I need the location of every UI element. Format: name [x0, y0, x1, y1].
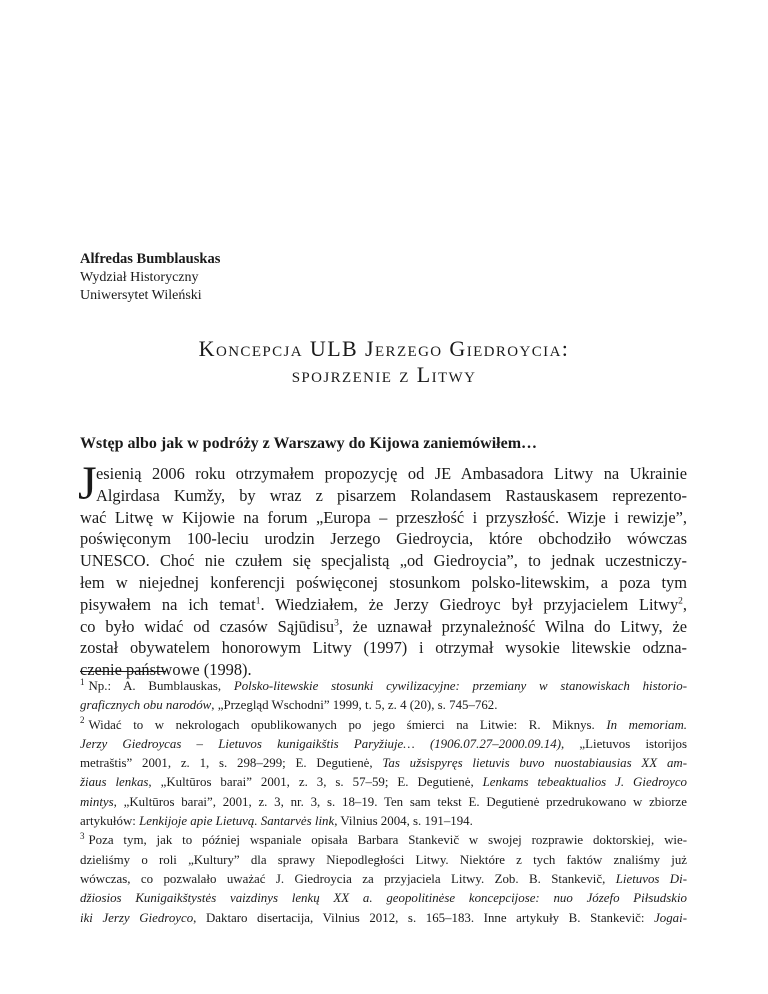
body-line: Algirdasa Kumžy, by wraz z pisarzem Rolandasem Rastauskasem reprezento- [96, 485, 687, 505]
body-text: , [682, 594, 687, 614]
footnote-3-cont [80, 870, 687, 889]
footnote-text: Np.: A. Bumblauskas, [88, 679, 234, 693]
drop-cap: J [78, 457, 97, 510]
footnote-number: 2 [80, 715, 85, 726]
footnote-title: džiosios Kunigaikštystės vaizdinys lenkų XX a. geopolitinėse koncepcijose: nuo Józefo Piłsudskio [80, 891, 687, 906]
body-text: co było widać od czasów Sąjūdisu [80, 616, 335, 636]
author-name: Alfredas Bumblauskas [80, 251, 221, 267]
body-line: łem w niejednej konferencji poświęconej stosunkom polsko-litewskim, a poza tym [80, 572, 687, 592]
footnote-3 [80, 831, 687, 850]
footnote-title: Jerzy Giedroycas – Lietuvos kunigaikštis Paryžiuje… (1906.07.27–2000.09.14) [80, 736, 561, 751]
section-heading: Wstęp albo jak w podróży z Warszawy do Kijowa zaniemówiłem… [80, 435, 538, 452]
author-department: Wydział Historyczny [80, 270, 199, 285]
footnote-separator [80, 671, 166, 672]
footnote-title: žiaus lenkas [80, 775, 149, 790]
footnote-title: Polsko-litewskie stosunki cywilizacyjne: przemiany w stanowiskach historio- [233, 679, 687, 693]
footnote-title: iki Jerzy Giedroyco [80, 910, 194, 925]
body-line [80, 594, 687, 616]
body-line [80, 616, 687, 638]
footnote-2 [80, 716, 687, 735]
footnote-title: Jogai- [654, 910, 687, 925]
body-text: , że uznawał przynależność Wilna do Litwy, że [338, 616, 688, 636]
body-line: wać Litwę w Kijowie na forum „Europa – przeszłość i przyszłość. Wizje i rewizje”, [80, 507, 687, 527]
footnote-text: metraštis” 2001, z. 1, s. 298–299; E. Degutienė, [80, 756, 383, 771]
footnote-text: Widać to w nekrologach opublikowanych po jego śmierci na Litwie: R. Miknys. [88, 717, 607, 732]
footnote-text: , Daktaro disertacija, Vilnius 2012, s. 165–183. Inne artykuły B. Stankevič: [193, 910, 655, 925]
footnote-ref-2[interactable]: 2 [678, 596, 683, 607]
footnote-title: Lietuvos Di- [615, 871, 687, 886]
footnote-2-cont [80, 773, 687, 792]
footnote-1-cont [80, 696, 687, 715]
body-line: został obywatelem honorowym Litwy (1997) i otrzymał wysokie litewskie odzna- [80, 638, 687, 658]
body-line: UNESCO. Choć nie czułem się specjalistą „od Giedroycia”, to jednak uczestniczy- [80, 551, 687, 571]
footnote-title: Lenkijoje apie Lietuvą. Santarvės link [139, 814, 335, 829]
footnote-1 [80, 677, 687, 696]
footnote-number: 1 [80, 676, 85, 687]
body-text: pisywałem na ich temat [80, 594, 256, 614]
footnote-2-cont [80, 793, 687, 812]
footnote-3-cont [80, 889, 687, 908]
author-block [80, 250, 680, 305]
body-line: czenie państwowe (1998). [80, 660, 252, 680]
body-line: esienią 2006 roku otrzymałem propozycję od JE Ambasadora Litwy na Ukrainie [96, 464, 687, 483]
footnote-3-cont: dzieliśmy o roli „Kultury” dla sprawy Niepodległości Litwy. Niektóre z tych faktów znaliśmy już [80, 852, 687, 867]
footnote-text: , „Lietuvos istorijos [560, 736, 687, 751]
footnote-2-cont [80, 812, 687, 831]
footnotes [80, 677, 687, 928]
body-line: poświęconym 100-leciu urodzin Jerzego Giedroycia, które obchodziło wówczas [80, 529, 687, 549]
footnote-title: Tas užsispyręs lietuvis buvo nuostabiausias XX am- [382, 756, 687, 771]
article-title [60, 336, 708, 388]
body-text: . Wiedziałem, że Jerzy Giedroyc był przyjacielem Litwy [260, 594, 679, 614]
footnote-text: , „Przegląd Wschodni” 1999, t. 5, z. 4 (20), s. 745–762. [211, 698, 498, 713]
footnote-ref-3[interactable]: 3 [334, 618, 339, 629]
footnote-text: artykułów: [80, 814, 140, 829]
footnote-3-cont [80, 909, 687, 928]
title-line-2: spojrzenie z Litwy [291, 362, 477, 387]
footnote-title: In memoriam. [606, 717, 687, 732]
author-university: Uniwersytet Wileński [80, 288, 202, 303]
footnote-text: , „Kultūros barai” 2001, z. 3, s. 57–59; E. Degutienė, [148, 775, 483, 790]
footnote-2-cont [80, 754, 687, 773]
footnote-text: wówczas, co pozwalało uważać J. Giedroycia za przyjaciela Litwy. Zob. B. Stankevič, [80, 871, 616, 886]
footnote-text: , „Kultūros barai”, 2001, z. 3, nr. 3, s. 18–19. Ten sam tekst E. Degutienė przedrukowano w zbiorze [113, 794, 687, 809]
footnote-2-cont [80, 735, 687, 754]
footnote-title: graficznych obu narodów [80, 698, 212, 713]
footnote-text: Poza tym, jak to później wspaniale opisała Barbara Stankevič w swojej rozprawie doktorskiej, wie- [88, 833, 687, 848]
footnote-text: , Vilnius 2004, s. 191–194. [334, 814, 473, 829]
body-paragraph [78, 457, 688, 681]
title-line-1: Koncepcja ULB Jerzego Giedroycia: [198, 336, 570, 361]
footnote-title: mintys [80, 794, 114, 809]
footnote-ref-1[interactable]: 1 [255, 596, 261, 607]
footnote-title: Lenkams tebeaktualios J. Giedroyco [482, 775, 687, 790]
footnote-number: 3 [80, 831, 85, 842]
